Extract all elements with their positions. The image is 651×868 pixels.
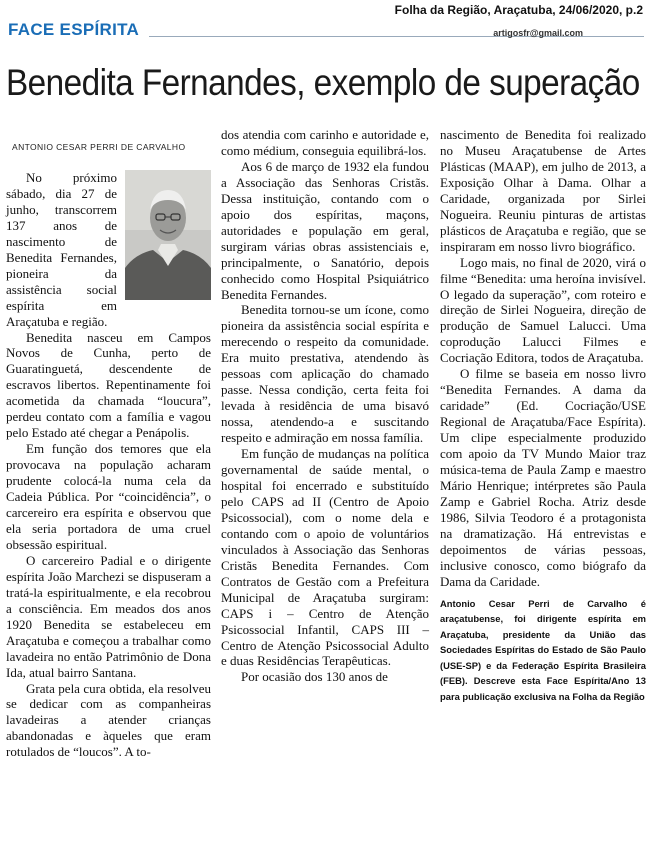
paragraph: Logo mais, no final de 2020, virá o filme “Benedita: uma heroína invisível. O legado da superação”, com roteiro e direção de Sirlei Nogueira, direção de produção de Samuel Lalucci. Uma coprodução Lalucci Filmes e Cocriação Editora, todos de Araçatuba. — [440, 254, 646, 366]
page-header — [4, 0, 647, 44]
author-bio: Antonio Cesar Perri de Carvalho é araçatubense, foi dirigente espírita em Araçatuba, presidente da União das Sociedades Espíritas do Estado de São Paulo (USE-SP) e da Federação Espírita Brasileira (FEB). Descreve esta Face Espírita/Ano 13 para publicação exclusiva na Folha da Região — [440, 597, 646, 702]
paragraph: Benedita tornou-se um ícone, como pioneira da assistência social espírita e merecendo o respeito da comunidade. Era muito prestativa, atendendo às pessoas com aplicação do chamado passe. Nessa condição, certa feita foi levada à residência de uma bisavó nossa, atendendo-a e suscitando respeito e admiração em nossa família. — [221, 302, 429, 446]
paragraph: Grata pela cura obtida, ela resolveu se dedicar com as companheiras lavadeiras a atender crianças abandonadas e àqueles que eram rotulados de “loucos”. A to- — [6, 680, 211, 760]
paragraph: Por ocasião dos 130 anos de — [241, 669, 388, 685]
author-photo — [125, 170, 211, 300]
paragraph: dos atendia com carinho e autoridade e, como médium, conseguia equilibrá-los. — [221, 127, 429, 158]
paragraph: O carcereiro Padial e o dirigente espírita João Marchezi se dispuseram a tratá-la espiritualmente, e ela recobrou a consciência. Em meados dos anos 1920 Benedita se estabeleceu em Araçatuba e começou a trabalhar como lavadeira no então Patrimônio de Dona Ida, atual bairro Santana. — [6, 552, 211, 680]
section-title: FACE ESPÍRITA — [8, 20, 140, 39]
article-byline: ANTONIO CESAR PERRI DE CARVALHO — [12, 142, 186, 152]
paragraph: nascimento de Benedita foi realizado no Museu Araçatubense de Artes Plásticas (MAAP), em julho de 2013, a Exposição Olhar à Dama. Olhar a Caridade, organizada por Sirlei Nogueira. Reuniu pinturas de artistas plásticos de Araçatuba e região, que se inspiraram em nosso livro biográfico. — [440, 127, 646, 254]
paragraph: Benedita nasceu em Campos Novos de Cunha, perto de Guaratinguetá, descendente de escravos libertos. Repentinamente foi acometida da chamada “loucura”, perdeu contato com a família e vagou pelo Estado até chegar a Penápolis. — [6, 329, 211, 441]
paragraph: Em função dos temores que ela provocava na população acharam prudente colocá-la numa cela da Cadeia Pública. Por “coincidência”, o carcereiro era espírita e observou que ela seria portadora de uma cruel obsessão espiritual. — [6, 441, 211, 552]
article-column-1 — [6, 170, 211, 760]
article-headline: Benedita Fernandes, exemplo de superação — [6, 62, 640, 103]
article-column-3 — [440, 127, 646, 704]
newspaper-dateline: Folha da Região, Araçatuba, 24/06/2020, p.2 — [394, 3, 643, 17]
paragraph: No próximo sábado, dia 27 de junho, transcorrem 137 anos de nascimento de Benedita Fernandes, pioneira da assistência social espírita em Araçatuba e região. — [6, 170, 117, 329]
paragraph: O filme se baseia em nosso livro “Benedita Fernandes. A dama da caridade” (Ed. Cocriação/USE Regional de Araçatuba/Face Espírita). Um clipe especialmente produzido com apoio da TV Mundo Maior traz música-tema de Paula Zamp e maestro Mário Henrique; intérpretes são Paula Zamp e Gabriel Rocha. Atriz desde 1986, Silvia Teodoro é a protagonista na dramatização. Há entrevistas e depoimentos de várias pessoas, inclusive conosco, como biógrafo da Dama da Caridade. — [440, 366, 646, 589]
contact-email: artigosfr@gmail.com — [493, 28, 583, 38]
paragraph: Aos 6 de março de 1932 ela fundou a Associação das Senhoras Cristãs. Dessa instituição, contando com o apoio dos espíritas, maçons, autoridades e população em geral, surgiram várias obras assistenciais e, principalmente, o Sanatório, depois conhecido como Hospital Psiquiátrico Benedita Fernandes. — [221, 158, 429, 302]
author-portrait-icon — [125, 170, 211, 300]
article-column-2 — [221, 127, 429, 685]
paragraph: Em função de mudanças na política governamental de saúde mental, o hospital foi encerrado e substituído pelo CAPS ad II (Centro de Apoio Psicossocial), com o nome dela e contando com o apoio de voluntários vinculados à Associação das Senhoras Cristãs Benedita Fernandes. Com Contratos de Gestão com a Prefeitura Municipal de Araçatuba surgiram: CAPS i – Centro de Atenção Psicossocial Infantil, CAPS III – Centro de Atenção Psicossocial Adulto e duas Residências Terapêuticas. — [221, 446, 429, 669]
